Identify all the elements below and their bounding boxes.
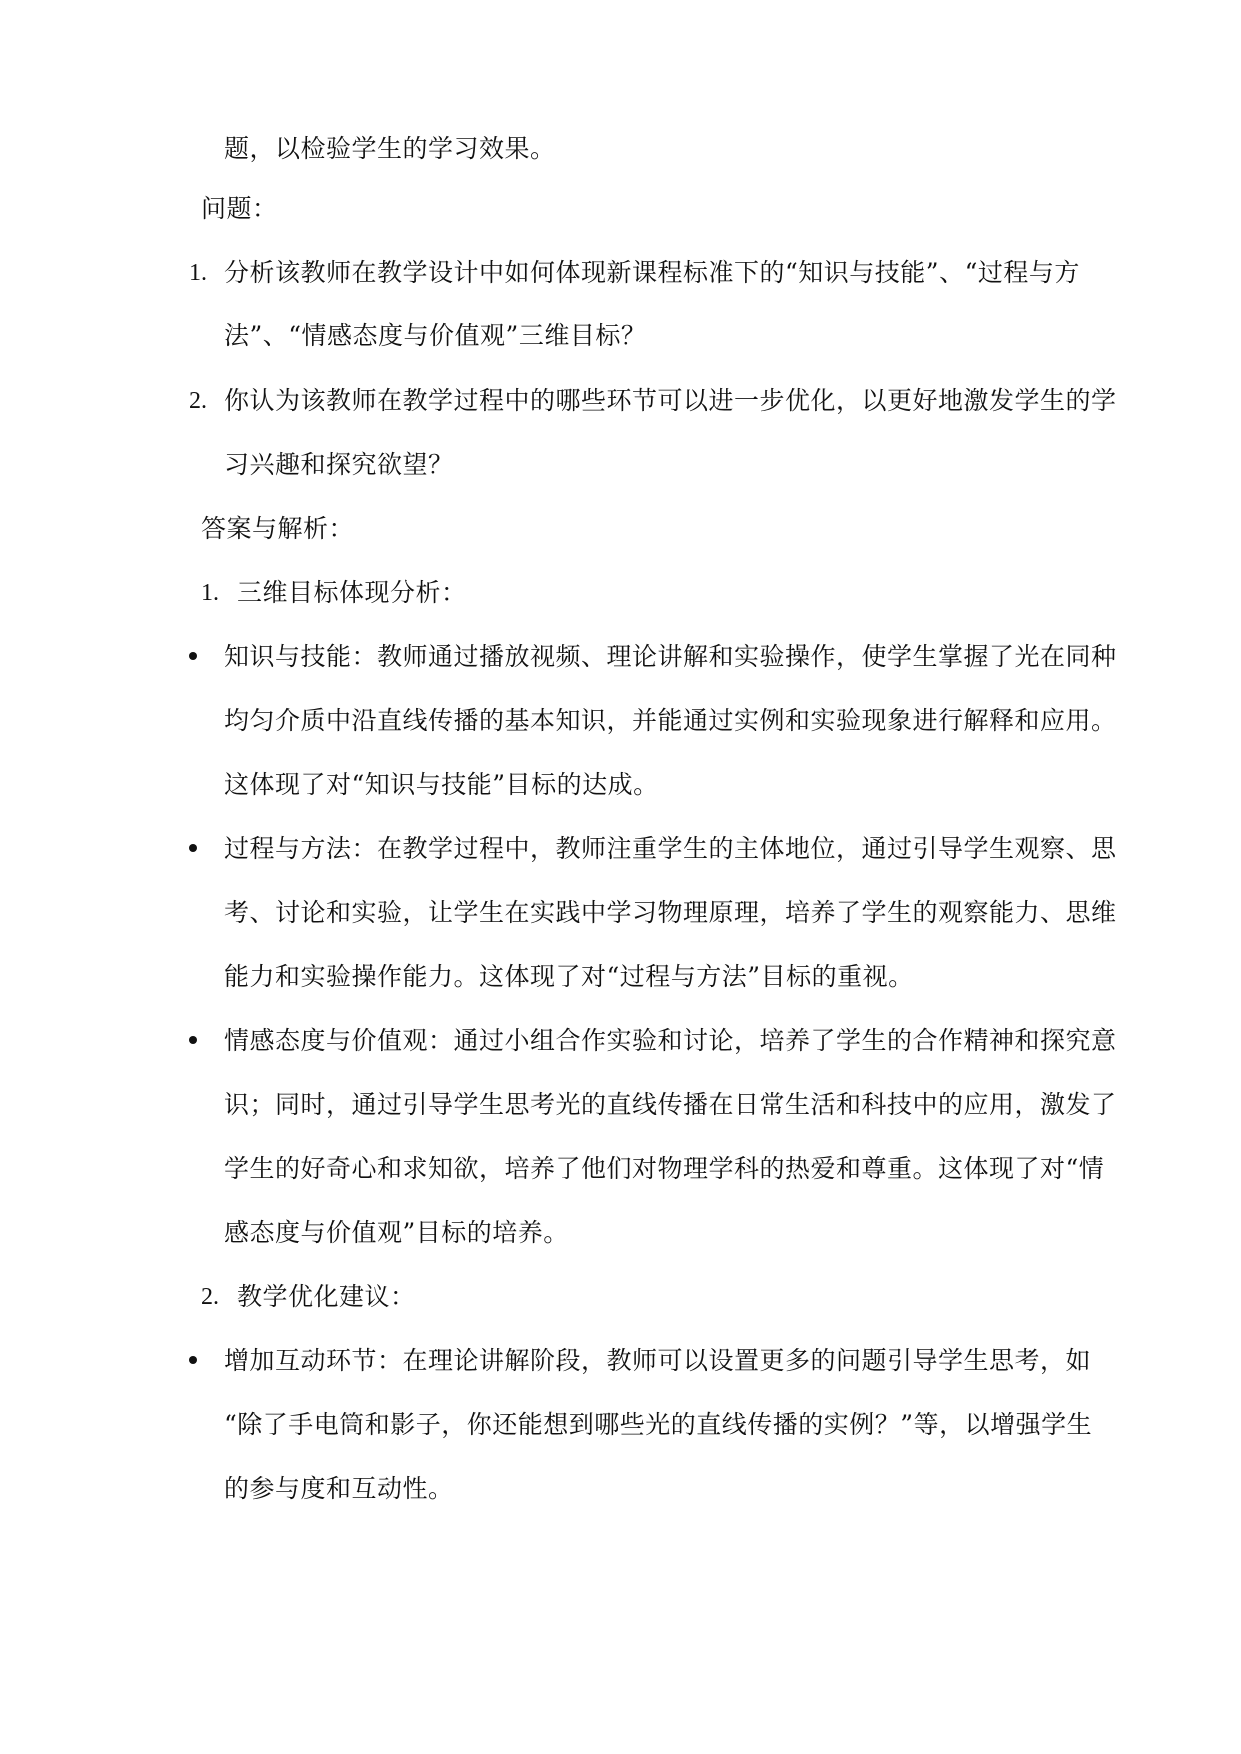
bullet-point xyxy=(189,1036,197,1044)
text-line: 增加互动环节：在理论讲解阶段，教师可以设置更多的问题引导学生思考，如 xyxy=(224,1346,1092,1375)
text-line: 你认为该教师在教学过程中的哪些环节可以进一步优化，以更好地激发学生的学 xyxy=(224,386,1117,415)
text-line: 过程与方法：在教学过程中，教师注重学生的主体地位，通过引导学生观察、思 xyxy=(224,834,1117,863)
list-number: 1. xyxy=(201,580,219,606)
text-line: 情感态度与价值观：通过小组合作实验和讨论，培养了学生的合作精神和探究意 xyxy=(224,1026,1117,1055)
text-line: 识；同时，通过引导学生思考光的直线传播在日常生活和科技中的应用，激发了 xyxy=(224,1090,1117,1119)
text-line: 分析该教师在教学设计中如何体现新课程标准下的“知识与技能”、“过程与方 xyxy=(224,258,1080,287)
text-line: 均匀介质中沿直线传播的基本知识，并能通过实例和实验现象进行解释和应用。 xyxy=(224,706,1117,735)
list-number: 2. xyxy=(189,388,207,414)
text-line: 法”、“情感态度与价值观”三维目标？ xyxy=(224,321,647,350)
text-line: 这体现了对“知识与技能”目标的达成。 xyxy=(224,770,659,799)
text-line: 感态度与价值观”目标的培养。 xyxy=(224,1218,569,1247)
bullet-point xyxy=(189,1356,197,1364)
section-heading-questions: 问题： xyxy=(201,194,278,223)
text-line: “除了手电筒和影子，你还能想到哪些光的直线传播的实例？”等，以增强学生 xyxy=(224,1410,1093,1439)
text-line: 习兴趣和探究欲望？ xyxy=(224,450,454,479)
section-heading-answers: 答案与解析： xyxy=(201,514,355,543)
bullet-point xyxy=(189,652,197,660)
list-number: 2. xyxy=(201,1284,219,1310)
text-line: 学生的好奇心和求知欲，培养了他们对物理学科的热爱和尊重。这体现了对“情 xyxy=(224,1154,1105,1183)
subsection-heading: 教学优化建议： xyxy=(237,1282,416,1311)
text-line: 知识与技能：教师通过播放视频、理论讲解和实验操作，使学生掌握了光在同种 xyxy=(224,642,1117,671)
bullet-point xyxy=(189,844,197,852)
text-line: 考、讨论和实验，让学生在实践中学习物理原理，培养了学生的观察能力、思维 xyxy=(224,898,1117,927)
text-line: 题，以检验学生的学习效果。 xyxy=(224,134,556,163)
text-line: 能力和实验操作能力。这体现了对“过程与方法”目标的重视。 xyxy=(224,962,914,991)
text-line: 的参与度和互动性。 xyxy=(224,1474,454,1503)
list-number: 1. xyxy=(189,260,207,286)
subsection-heading: 三维目标体现分析： xyxy=(237,578,467,607)
